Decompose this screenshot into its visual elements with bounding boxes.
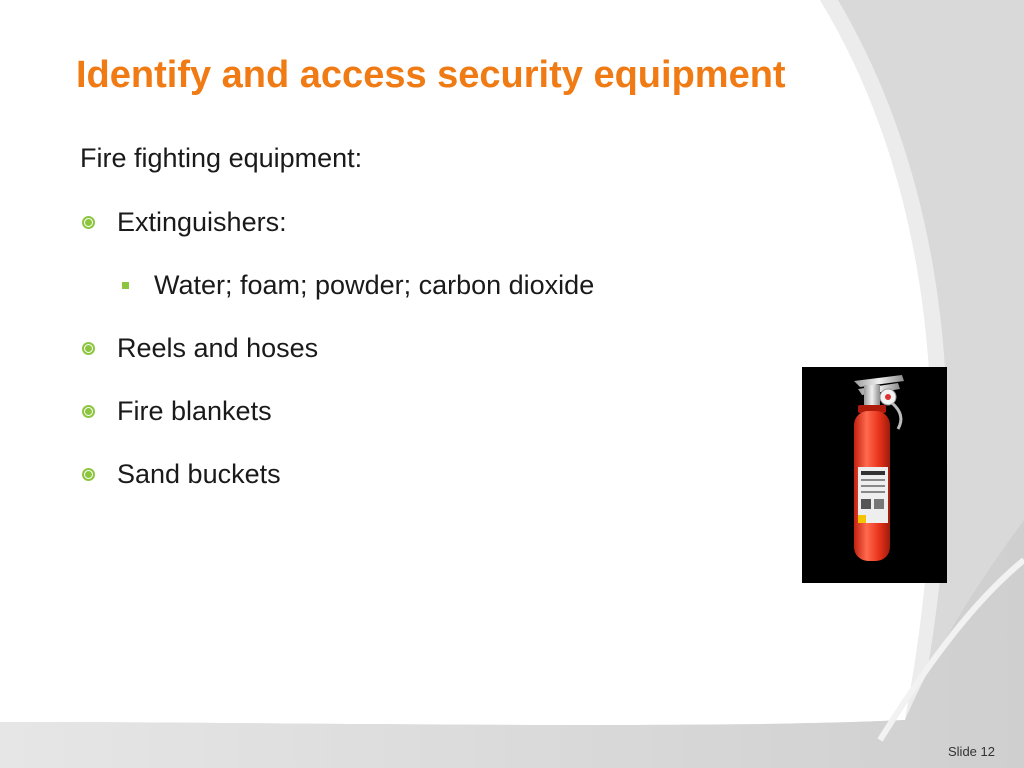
bullet-label: Extinguishers: bbox=[117, 207, 287, 237]
bullet-icon bbox=[82, 342, 95, 355]
fire-extinguisher-photo bbox=[802, 367, 947, 583]
slide-number: Slide 12 bbox=[948, 744, 995, 759]
bullet-reels-hoses bbox=[82, 333, 318, 364]
square-bullet-icon bbox=[122, 282, 129, 289]
bullet-icon bbox=[82, 405, 95, 418]
bullet-icon bbox=[82, 216, 95, 229]
bullet-label: Fire blankets bbox=[117, 396, 272, 426]
subbullet-label: Water; foam; powder; carbon dioxide bbox=[154, 270, 595, 300]
bullet-icon bbox=[82, 468, 95, 481]
bullet-label: Reels and hoses bbox=[117, 333, 319, 363]
bullet-sand-buckets bbox=[82, 459, 281, 490]
fire-extinguisher-icon bbox=[802, 367, 947, 583]
slide-title: Identify and access security equipment bbox=[76, 54, 786, 96]
bullet-label: Sand buckets bbox=[117, 459, 281, 489]
intro-text: Fire fighting equipment: bbox=[80, 143, 363, 173]
bullet-extinguishers bbox=[82, 207, 287, 238]
subbullet-types bbox=[122, 270, 594, 301]
bullet-fire-blankets bbox=[82, 396, 272, 427]
